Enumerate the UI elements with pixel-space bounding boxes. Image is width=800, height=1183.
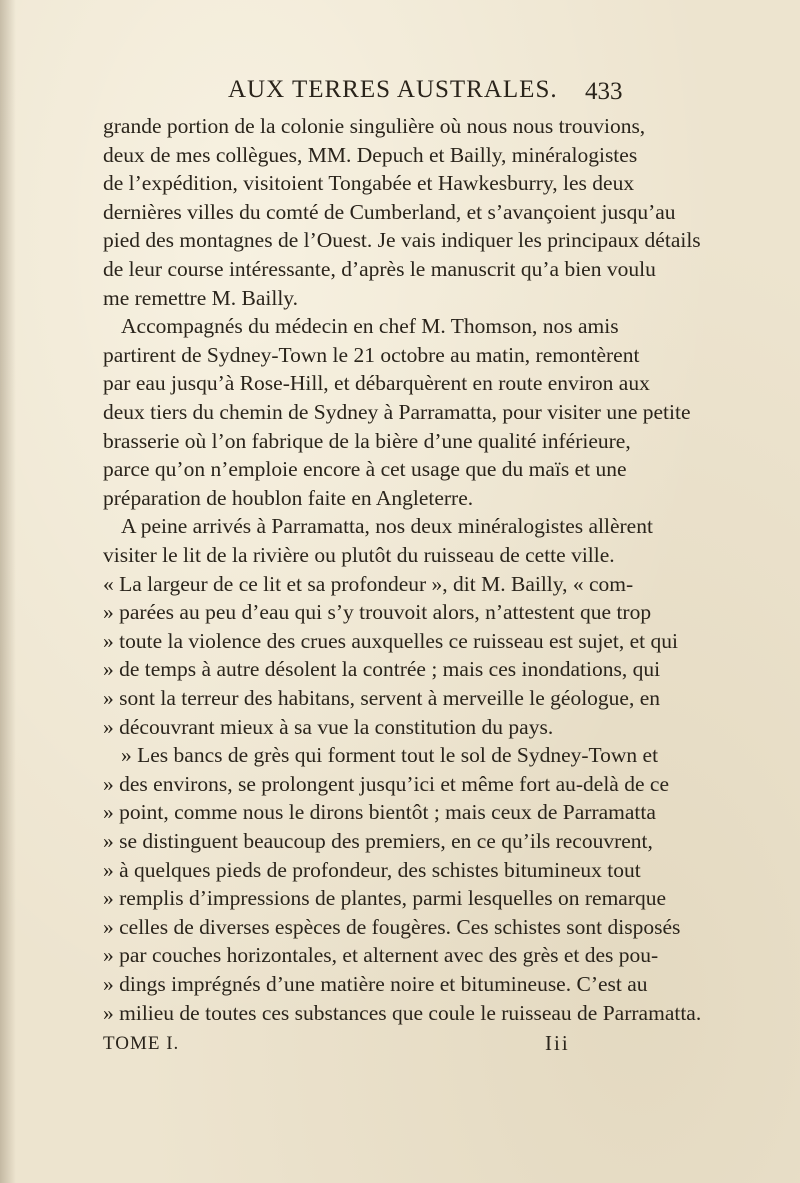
text-line: » toute la violence des crues auxquelles ce ruisseau est sujet, et qui: [103, 628, 678, 653]
text-line: deux de mes collègues, MM. Depuch et Bailly, minéralogistes: [103, 142, 638, 167]
text-line: A peine arrivés à Parramatta, nos deux minéralogistes allèrent: [121, 514, 653, 539]
text-line: parce qu’on n’emploie encore à cet usage que du maïs et une: [103, 457, 627, 482]
text-line: » sont la terreur des habitans, servent à merveille le géologue, en: [103, 686, 661, 710]
text-line: de l’expédition, visitoient Tongabée et Hawkesburry, les deux: [103, 171, 635, 196]
volume-label: TOME I.: [103, 1033, 180, 1055]
text-line: visiter le lit de la rivière ou plutôt du ruisseau de cette ville.: [103, 543, 615, 567]
page-gutter-shadow: [0, 0, 16, 1183]
text-line: » de temps à autre désolent la contrée ; mais ces inondations, qui: [103, 657, 661, 682]
text-line: « La largeur de ce lit et sa profondeur », dit M. Bailly, « com-: [103, 571, 634, 596]
text-line: grande portion de la colonie singulière où nous nous trouvions,: [103, 114, 646, 138]
text-line: dernières villes du comté de Cumberland, et s’avançoient jusqu’au: [103, 199, 676, 224]
running-head: [0, 76, 800, 106]
text-line: partirent de Sydney-Town le 21 octobre au matin, remontèrent: [103, 342, 640, 367]
text-line: » des environs, se prolongent jusqu’ici et même fort au-delà de ce: [103, 771, 669, 796]
text-line: » découvrant mieux à sa vue la constitution du pays.: [103, 714, 554, 739]
text-line: » celles de diverses espèces de fougères. Ces schistes sont disposés: [103, 914, 681, 939]
text-line: » Les bancs de grès qui forment tout le sol de Sydney-Town et: [121, 743, 659, 768]
text-line: » point, comme nous le dirons bientôt ; mais ceux de Parramatta: [103, 800, 656, 825]
text-line: » parées au peu d’eau qui s’y trouvoit alors, n’attestent que trop: [103, 600, 652, 625]
text-line: de leur course intéressante, d’après le manuscrit qu’a bien voulu: [103, 257, 656, 281]
page-number: 433: [585, 78, 623, 105]
text-line: Accompagnés du médecin en chef M. Thomson, nos amis: [121, 314, 619, 339]
text-line: » à quelques pieds de profondeur, des schistes bitumineux tout: [103, 857, 641, 882]
text-line: » par couches horizontales, et alternent avec des grès et des pou-: [103, 943, 659, 968]
text-line: brasserie où l’on fabrique de la bière d’une qualité inférieure,: [103, 428, 631, 453]
running-title: AUX TERRES AUSTRALES.: [228, 76, 558, 103]
text-line: deux tiers du chemin de Sydney à Parramatta, pour visiter une petite: [103, 400, 691, 424]
text-line: » se distinguent beaucoup des premiers, en ce qu’ils recouvrent,: [103, 829, 653, 853]
text-line: » milieu de toutes ces substances que coule le ruisseau de Parramatta.: [103, 1000, 702, 1025]
page-footer: [0, 1033, 800, 1063]
text-line: préparation de houblon faite en Angleterre.: [103, 485, 474, 510]
text-line: pied des montagnes de l’Ouest. Je vais indiquer les principaux détails: [103, 228, 701, 253]
text-line: par eau jusqu’à Rose-Hill, et débarquèrent en route environ aux: [103, 371, 650, 396]
text-line: me remettre M. Bailly.: [103, 285, 299, 310]
signature-mark: Iii: [545, 1031, 570, 1056]
text-line: » remplis d’impressions de plantes, parmi lesquelles on remarque: [103, 886, 667, 911]
text-line: » dings imprégnés d’une matière noire et bitumineuse. C’est au: [103, 972, 648, 996]
